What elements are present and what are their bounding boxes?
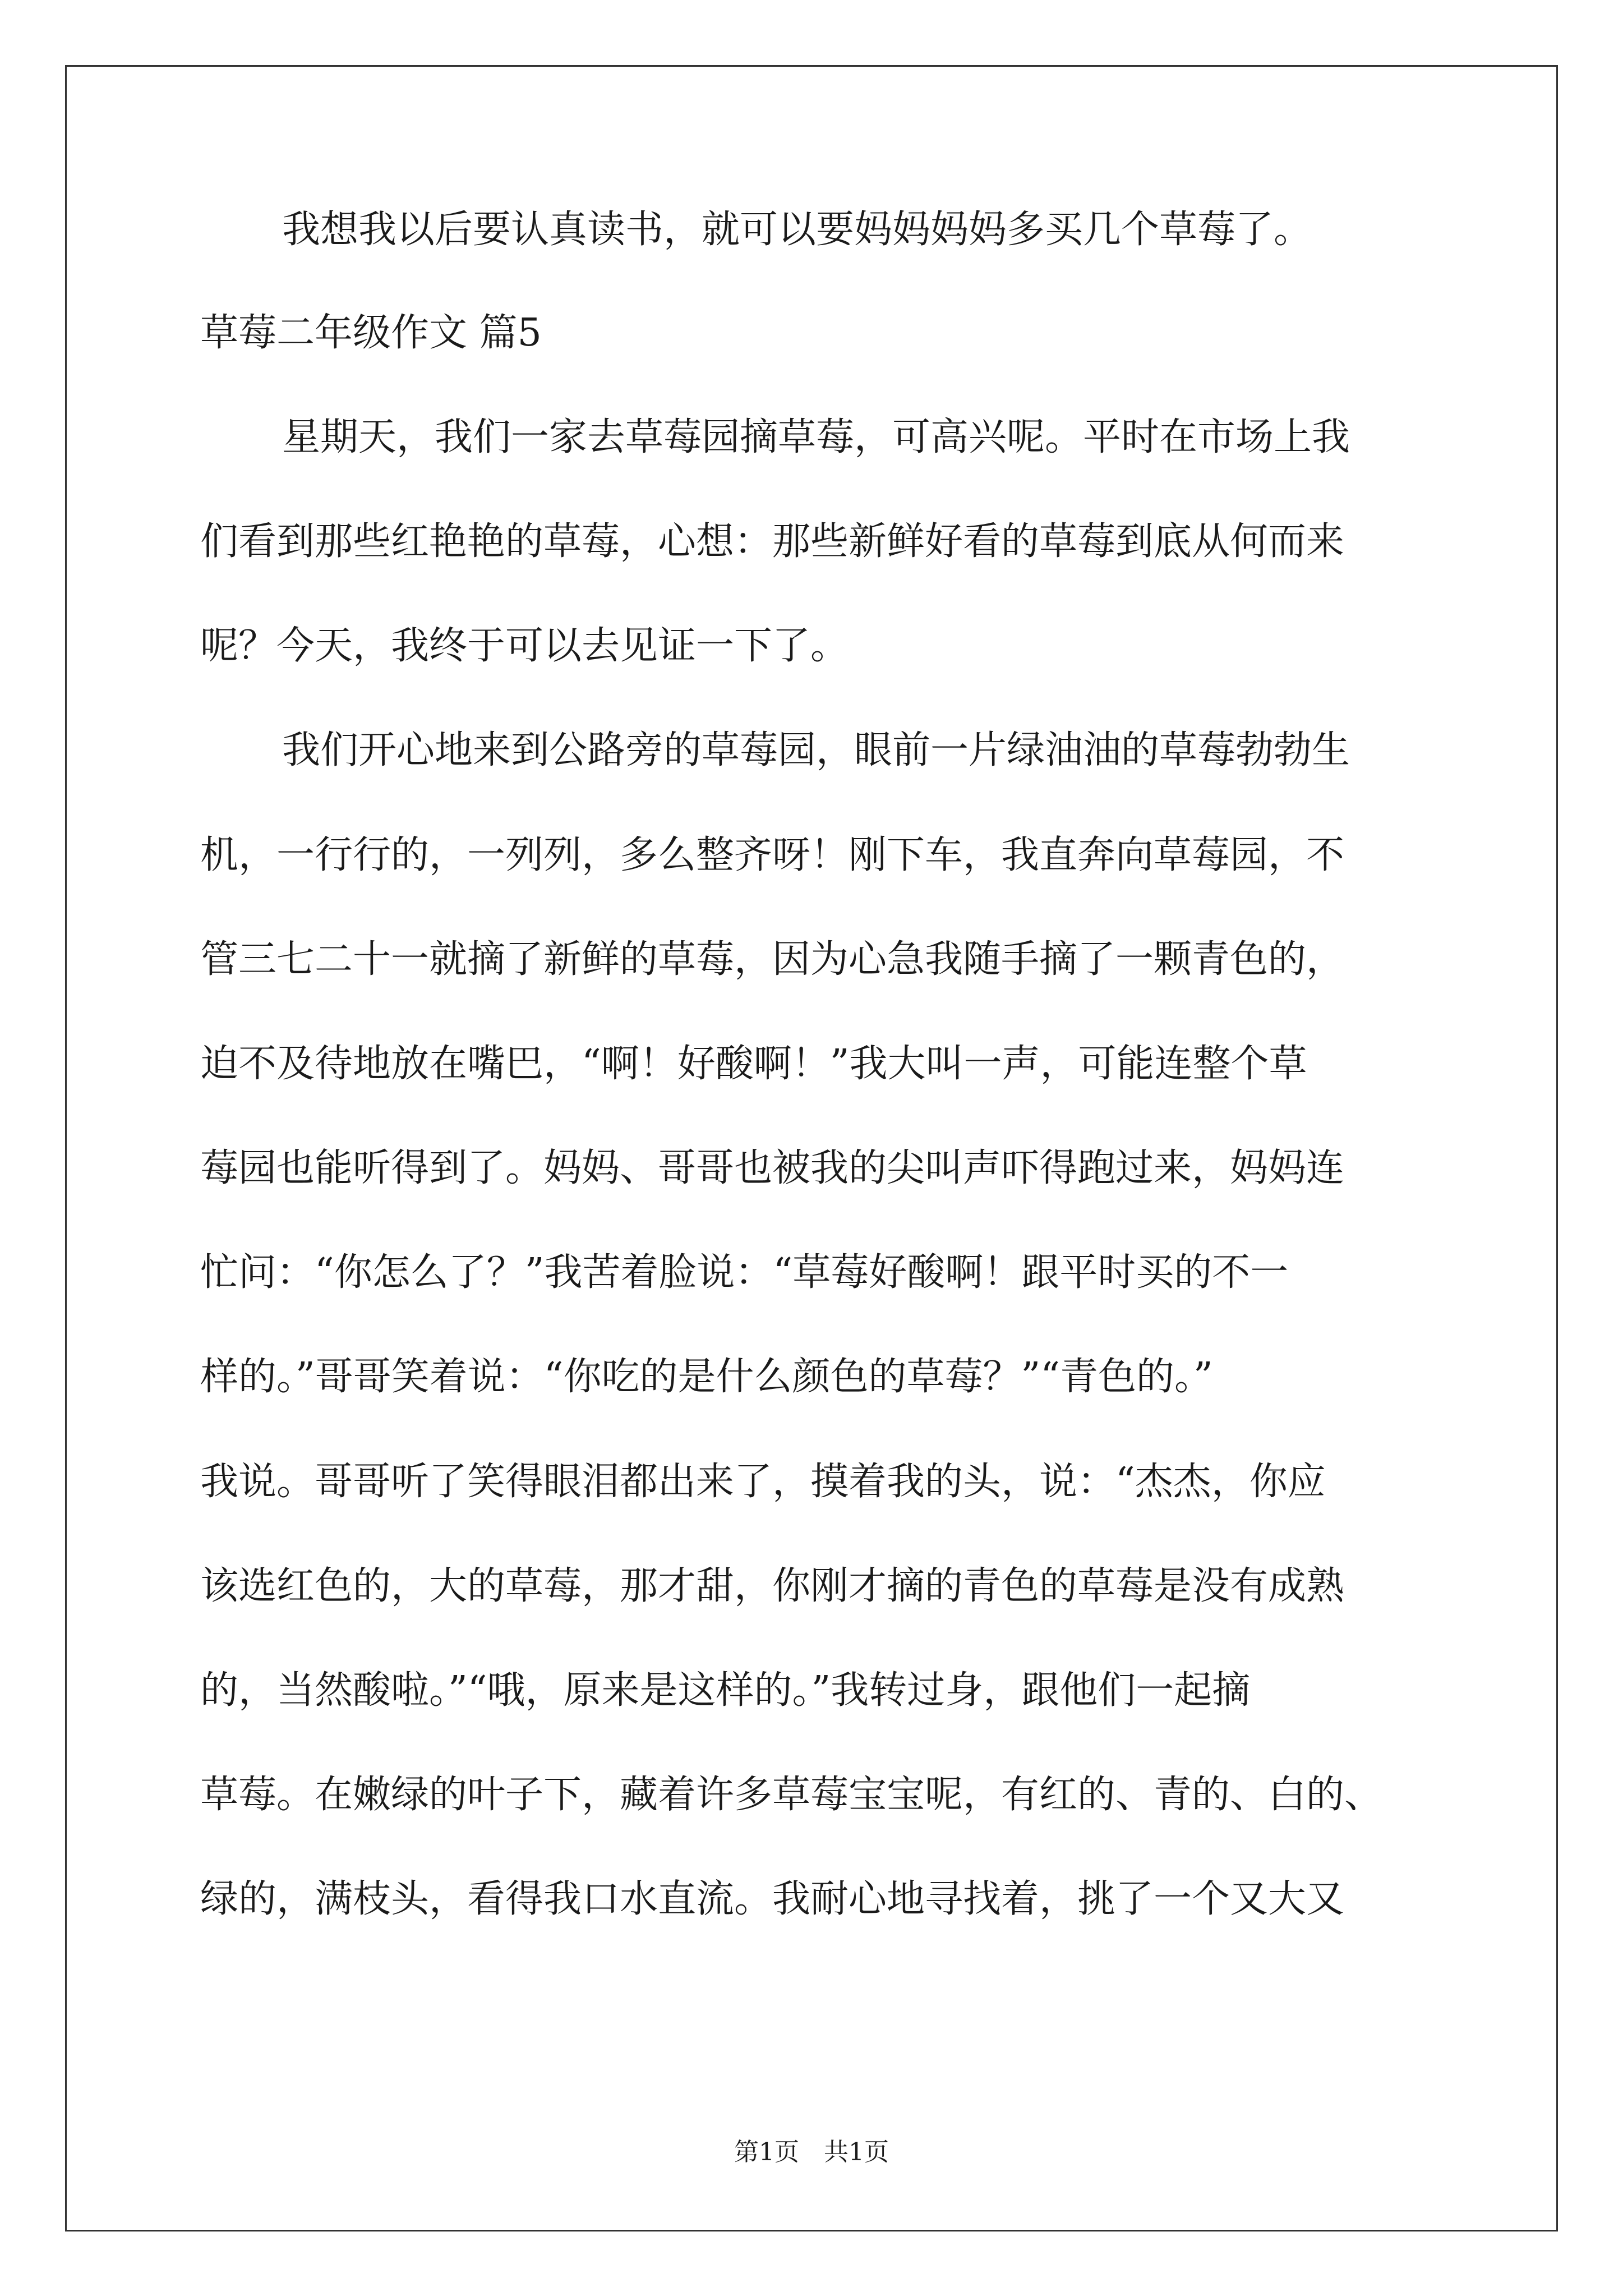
text-line: 呢？今天，我终于可以去见证一下了。: [200, 624, 849, 668]
text-line: 星期天，我们一家去草莓园摘草莓，可高兴呢。平时在市场上我: [282, 415, 1350, 459]
text-line: 的，当然酸啦。”“哦，原来是这样的。”我转过身，跟他们一起摘: [200, 1668, 1251, 1713]
section-heading: 草莓二年级作文 篇5: [200, 311, 542, 355]
text-line: 们看到那些红艳艳的草莓，心想：那些新鲜好看的草莓到底从何而来: [200, 519, 1345, 564]
text-line: 我们开心地来到公路旁的草莓园，眼前一片绿油油的草莓勃勃生: [282, 728, 1350, 772]
text-line: 该选红色的，大的草莓，那才甜，你刚才摘的青色的草莓是没有成熟: [200, 1564, 1345, 1608]
text-line: 莓园也能听得到了。妈妈、哥哥也被我的尖叫声吓得跑过来，妈妈连: [200, 1146, 1345, 1190]
text-line: 绿的，满枝头，看得我口水直流。我耐心地寻找着，挑了一个又大又: [200, 1877, 1345, 1921]
text-line: 我想我以后要认真读书，就可以要妈妈妈妈多买几个草莓了。: [282, 208, 1312, 252]
text-line: 忙问：“你怎么了？”我苦着脸说：“草莓好酸啊！跟平时买的不一: [200, 1250, 1289, 1295]
text-line: 管三七二十一就摘了新鲜的草莓，因为心急我随手摘了一颗青色的，: [200, 937, 1345, 982]
text-line: 我说。哥哥听了笑得眼泪都出来了，摸着我的头，说：“杰杰，你应: [200, 1460, 1326, 1504]
text-line: 样的。”哥哥笑着说：“你吃的是什么颜色的草莓？”“青色的。”: [200, 1355, 1213, 1399]
text-line: 迫不及待地放在嘴巴，“啊！好酸啊！”我大叫一声，可能连整个草: [200, 1042, 1307, 1086]
text-line: 草莓。在嫩绿的叶子下，藏着许多草莓宝宝呢，有红的、青的、白的、: [200, 1773, 1383, 1817]
page-footer: 第1页 共1页: [734, 2138, 889, 2166]
text-line: 机，一行行的，一列列，多么整齐呀！刚下车，我直奔向草莓园，不: [200, 833, 1345, 877]
